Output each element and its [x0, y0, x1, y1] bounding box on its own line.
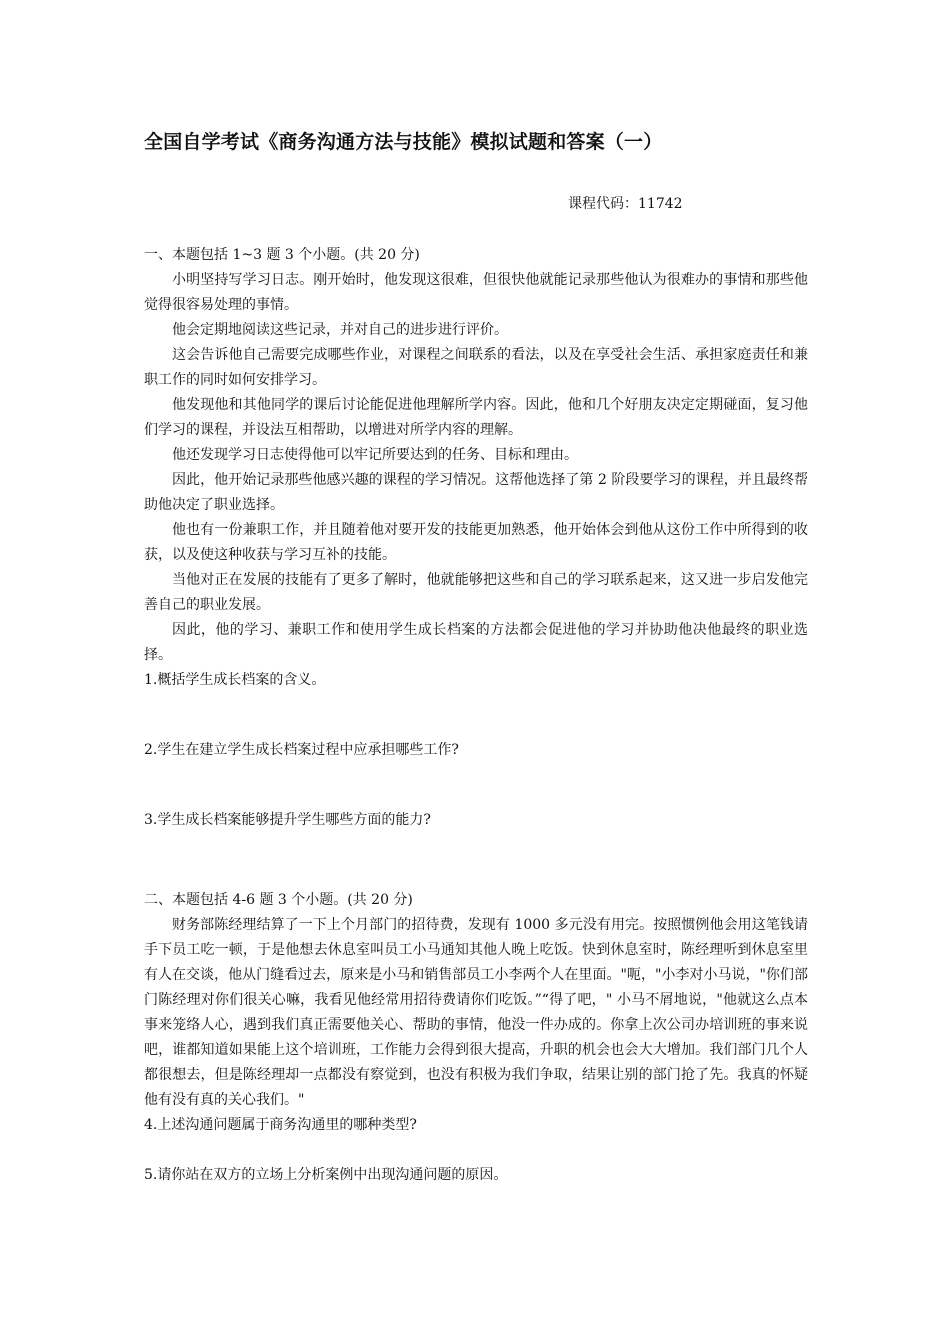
section-1-paragraph: 小明坚持写学习日志。刚开始时，他发现这很难，但很快他就能记录那些他认为很难办的事情和那些他觉得很容易处理的事情。: [144, 272, 808, 313]
section-1: [144, 243, 808, 833]
section-1-paragraph: 他发现他和其他同学的课后讨论能促进他理解所学内容。因此，他和几个好朋友决定定期碰面，复习他们学习的课程，并设法互相帮助，以增进对所学内容的理解。: [144, 397, 808, 438]
answer-space: [144, 1138, 808, 1163]
section-1-paragraph: 他也有一份兼职工作，并且随着他对要开发的技能更加熟悉，他开始体会到他从这份工作中所得到的收获，以及使这种收获与学习互补的技能。: [144, 522, 808, 563]
question-5: 5.请你站在双方的立场上分析案例中出现沟通问题的原因。: [144, 1167, 508, 1183]
section-1-paragraph: 因此，他的学习、兼职工作和使用学生成长档案的方法都会促进他的学习并协助他决他最终的职业选择。: [144, 622, 808, 663]
page-title: 全国自学考试《商务沟通方法与技能》模拟试题和答案（一）: [144, 131, 663, 153]
answer-space: [144, 763, 808, 808]
question-3: 3.学生成长档案能够提升学生哪些方面的能力?: [144, 812, 431, 828]
answer-space: [144, 693, 808, 738]
section-1-paragraph: 当他对正在发展的技能有了更多了解时，他就能够把这些和自己的学习联系起来，这又进一步启发他完善自己的职业发展。: [144, 572, 808, 613]
section-1-paragraph: 他还发现学习日志使得他可以牢记所要达到的任务、目标和理由。: [172, 447, 578, 463]
section-1-paragraph: 他会定期地阅读这些记录，并对自己的进步进行评价。: [172, 322, 508, 338]
section-1-heading: 一、本题包括 1~3 题 3 个小题。(共 20 分): [144, 247, 420, 263]
question-4: 4.上述沟通问题属于商务沟通里的哪种类型?: [144, 1117, 417, 1133]
course-code: 课程代码：11742: [568, 196, 683, 212]
section-1-paragraph: 这会告诉他自己需要完成哪些作业，对课程之间联系的看法，以及在享受社会生活、承担家庭责任和兼职工作的同时如何安排学习。: [144, 347, 808, 388]
section-2-heading: 二、本题包括 4-6 题 3 个小题。(共 20 分): [144, 892, 413, 908]
question-1: 1.概括学生成长档案的含义。: [144, 672, 326, 688]
question-2: 2.学生在建立学生成长档案过程中应承担哪些工作?: [144, 742, 459, 758]
section-2-paragraph: 财务部陈经理结算了一下上个月部门的招待费，发现有 1000 多元没有用完。按照惯例他会用这笔钱请手下员工吃一顿，于是他想去休息室叫员工小马通知其他人晚上吃饭。快到休息室时，陈经理听到休息室里有人在交谈，他从门缝看过去，原来是小马和销售部员工小李两个人在里面。"呃，"小李对小马说，"你们部门陈经理对你们很关心嘛，我看见他经常用招待费请你们吃饭。”“得了吧，" 小马不屑地说，"他就这么点本事来笼络人心，遇到我们真正需要他关心、帮助的事情，他没一件办成的。你拿上次公司办培训班的事来说吧，谁都知道如果能上这个培训班，工作能力会得到很大提高，升职的机会也会大大增加。我们部门几个人都很想去，但是陈经理却一点都没有察觉到，也没有积极为我们争取，结果让别的部门抢了先。我真的怀疑他有没有真的关心我们。": [144, 917, 808, 1108]
section-2: [144, 888, 808, 1188]
section-1-paragraph: 因此，他开始记录那些他感兴趣的课程的学习情况。这帮他选择了第 2 阶段要学习的课程，并且最终帮助他决定了职业选择。: [144, 472, 808, 513]
